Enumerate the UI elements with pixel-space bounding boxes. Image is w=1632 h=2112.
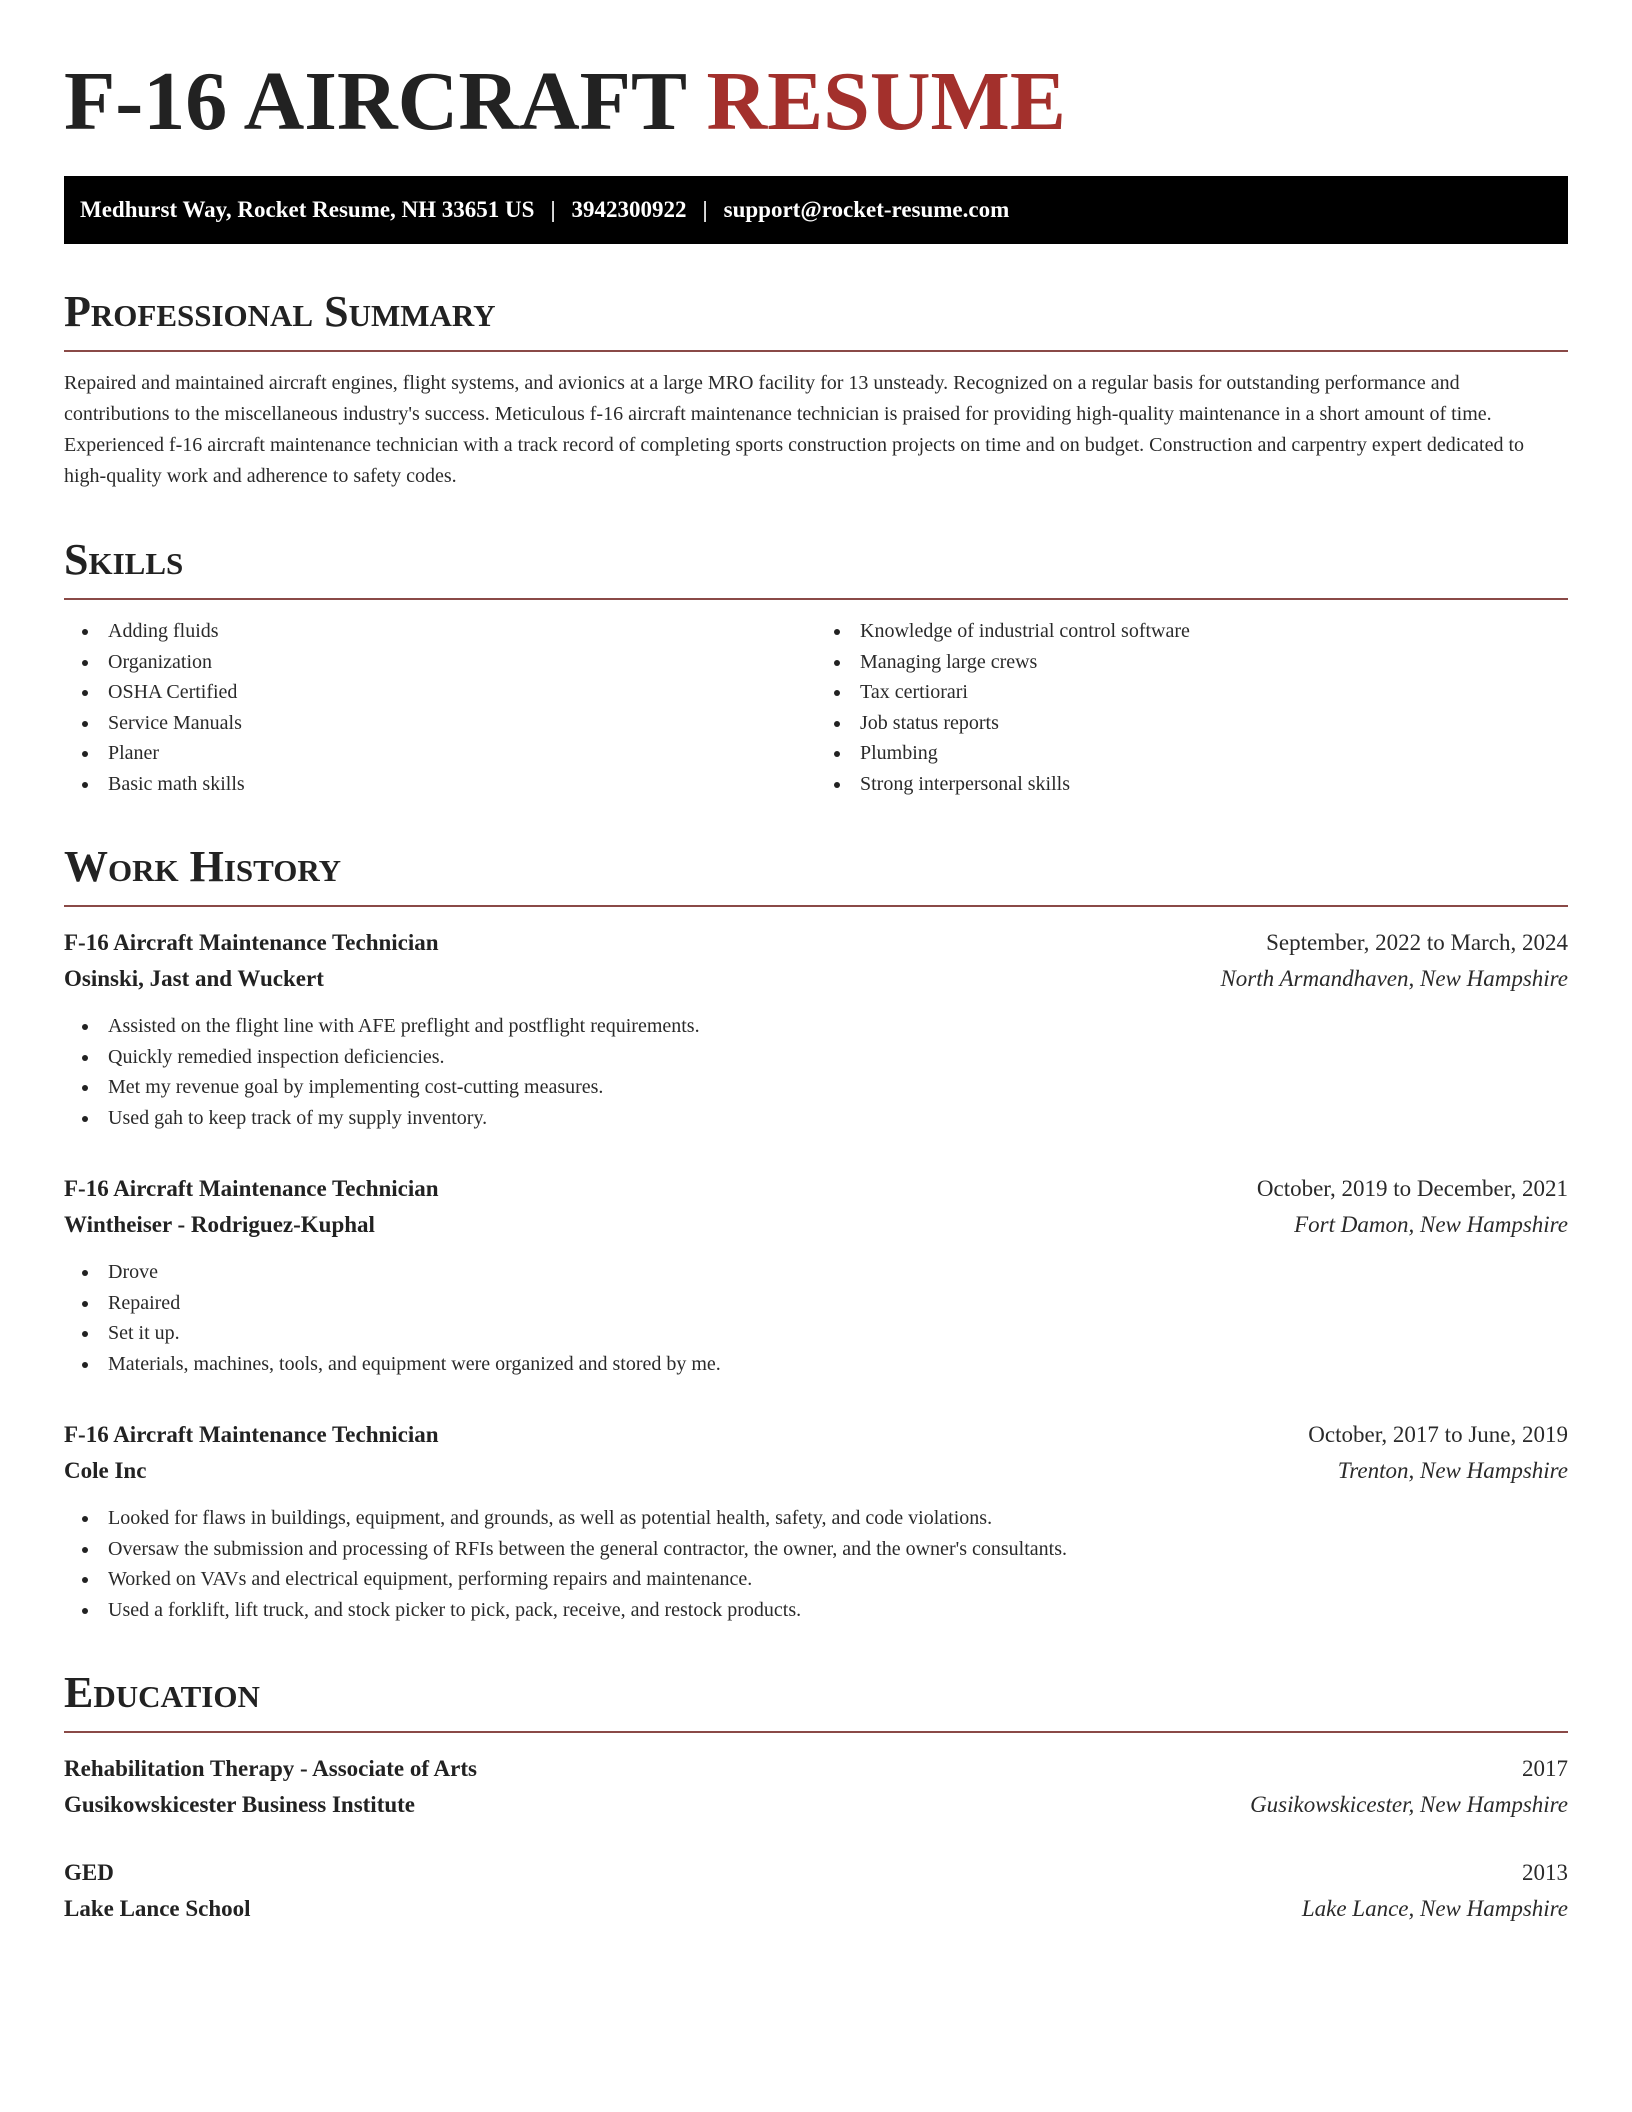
job-company-row	[64, 1207, 1568, 1243]
job-company: Osinski, Jast and Wuckert	[64, 966, 324, 991]
contact-address: Medhurst Way, Rocket Resume, NH 33651 US	[80, 197, 535, 222]
job-title: F-16 Aircraft Maintenance Technician	[64, 930, 439, 955]
duty-item: Looked for flaws in buildings, equipment, and grounds, as well as potential health, safety, and code violations.	[64, 1503, 1568, 1534]
section-heading-work-history: Work History	[64, 843, 1568, 907]
section-heading-summary: Professional Summary	[64, 288, 1568, 352]
title-accent: RESUME	[706, 55, 1066, 148]
job-header-row	[64, 1417, 1568, 1453]
job-duties	[64, 1257, 1568, 1379]
job-entry	[64, 1417, 1568, 1625]
job-entry	[64, 1171, 1568, 1379]
skill-item: Service Manuals	[64, 708, 816, 739]
job-dates: October, 2019 to December, 2021	[1256, 1176, 1568, 1201]
section-heading-skills: Skills	[64, 536, 1568, 600]
job-title: F-16 Aircraft Maintenance Technician	[64, 1176, 439, 1201]
education-degree-row	[64, 1855, 1568, 1891]
job-header-row	[64, 925, 1568, 961]
job-dates: September, 2022 to March, 2024	[1266, 930, 1568, 955]
education-school-row	[64, 1891, 1568, 1927]
job-company: Wintheiser - Rodriguez-Kuphal	[64, 1212, 375, 1237]
job-dates: October, 2017 to June, 2019	[1308, 1422, 1568, 1447]
job-company-row	[64, 961, 1568, 997]
job-duties	[64, 1503, 1568, 1625]
skill-item: Knowledge of industrial control software	[816, 616, 1568, 647]
duty-item: Drove	[64, 1257, 1568, 1288]
skills-column-right	[816, 616, 1568, 799]
duty-item: Used a forklift, lift truck, and stock picker to pick, pack, receive, and restock products.	[64, 1595, 1568, 1626]
skill-item: Planer	[64, 738, 816, 769]
job-duties	[64, 1011, 1568, 1133]
duty-item: Worked on VAVs and electrical equipment, performing repairs and maintenance.	[64, 1564, 1568, 1595]
job-entry	[64, 925, 1568, 1133]
skill-item: Managing large crews	[816, 647, 1568, 678]
duty-item: Met my revenue goal by implementing cost-cutting measures.	[64, 1072, 1568, 1103]
education-school-row	[64, 1787, 1568, 1823]
job-location: Fort Damon, New Hampshire	[1294, 1212, 1568, 1237]
education-year: 2013	[1522, 1860, 1568, 1885]
skills-list	[64, 616, 1568, 799]
duty-item: Quickly remedied inspection deficiencies.	[64, 1042, 1568, 1073]
skill-item: Job status reports	[816, 708, 1568, 739]
duty-item: Materials, machines, tools, and equipment were organized and stored by me.	[64, 1349, 1568, 1380]
duty-item: Repaired	[64, 1288, 1568, 1319]
duty-item: Used gah to keep track of my supply inventory.	[64, 1103, 1568, 1134]
contact-bar	[64, 176, 1568, 244]
job-company: Cole Inc	[64, 1458, 147, 1483]
job-company-row	[64, 1453, 1568, 1489]
education-school: Lake Lance School	[64, 1896, 251, 1921]
education-degree: Rehabilitation Therapy - Associate of Arts	[64, 1756, 477, 1781]
contact-phone: 3942300922	[571, 197, 687, 222]
duty-item: Oversaw the submission and processing of RFIs between the general contractor, the owner, and the owner's consultants.	[64, 1534, 1568, 1565]
job-location: North Armandhaven, New Hampshire	[1220, 966, 1568, 991]
education-school: Gusikowskicester Business Institute	[64, 1792, 416, 1817]
job-location: Trenton, New Hampshire	[1337, 1458, 1568, 1483]
education-degree-row	[64, 1751, 1568, 1787]
job-title: F-16 Aircraft Maintenance Technician	[64, 1422, 439, 1447]
education-year: 2017	[1522, 1756, 1568, 1781]
contact-email: support@rocket-resume.com	[723, 197, 1010, 222]
title-main: F-16 AIRCRAFT	[64, 55, 686, 148]
contact-separator: |	[702, 197, 708, 222]
education-entry	[64, 1855, 1568, 1927]
duty-item: Set it up.	[64, 1318, 1568, 1349]
skill-item: Basic math skills	[64, 769, 816, 800]
skill-item: Strong interpersonal skills	[816, 769, 1568, 800]
skill-item: OSHA Certified	[64, 677, 816, 708]
resume-title	[64, 52, 1568, 152]
education-location: Gusikowskicester, New Hampshire	[1250, 1792, 1568, 1817]
duty-item: Assisted on the flight line with AFE preflight and postflight requirements.	[64, 1011, 1568, 1042]
education-entry	[64, 1751, 1568, 1823]
skill-item: Tax certiorari	[816, 677, 1568, 708]
section-heading-education: Education	[64, 1669, 1568, 1733]
skill-item: Plumbing	[816, 738, 1568, 769]
job-header-row	[64, 1171, 1568, 1207]
skill-item: Adding fluids	[64, 616, 816, 647]
contact-separator: |	[550, 197, 556, 222]
education-degree: GED	[64, 1860, 114, 1885]
education-location: Lake Lance, New Hampshire	[1301, 1896, 1568, 1921]
summary-text: Repaired and maintained aircraft engines, flight systems, and avionics at a large MRO facility for 13 unsteady. Recognized on a regular basis for outstanding performance and contributions to the miscellaneous industry's success. Meticulous f-16 aircraft maintenance technician is praised for providing high-quality maintenance in a short amount of time. Experienced f-16 aircraft maintenance technician with a track record of completing sports construction projects on time and on budget. Construction and carpentry expert dedicated to high-quality work and adherence to safety codes.	[64, 372, 1525, 487]
skill-item: Organization	[64, 647, 816, 678]
skills-column-left	[64, 616, 816, 799]
